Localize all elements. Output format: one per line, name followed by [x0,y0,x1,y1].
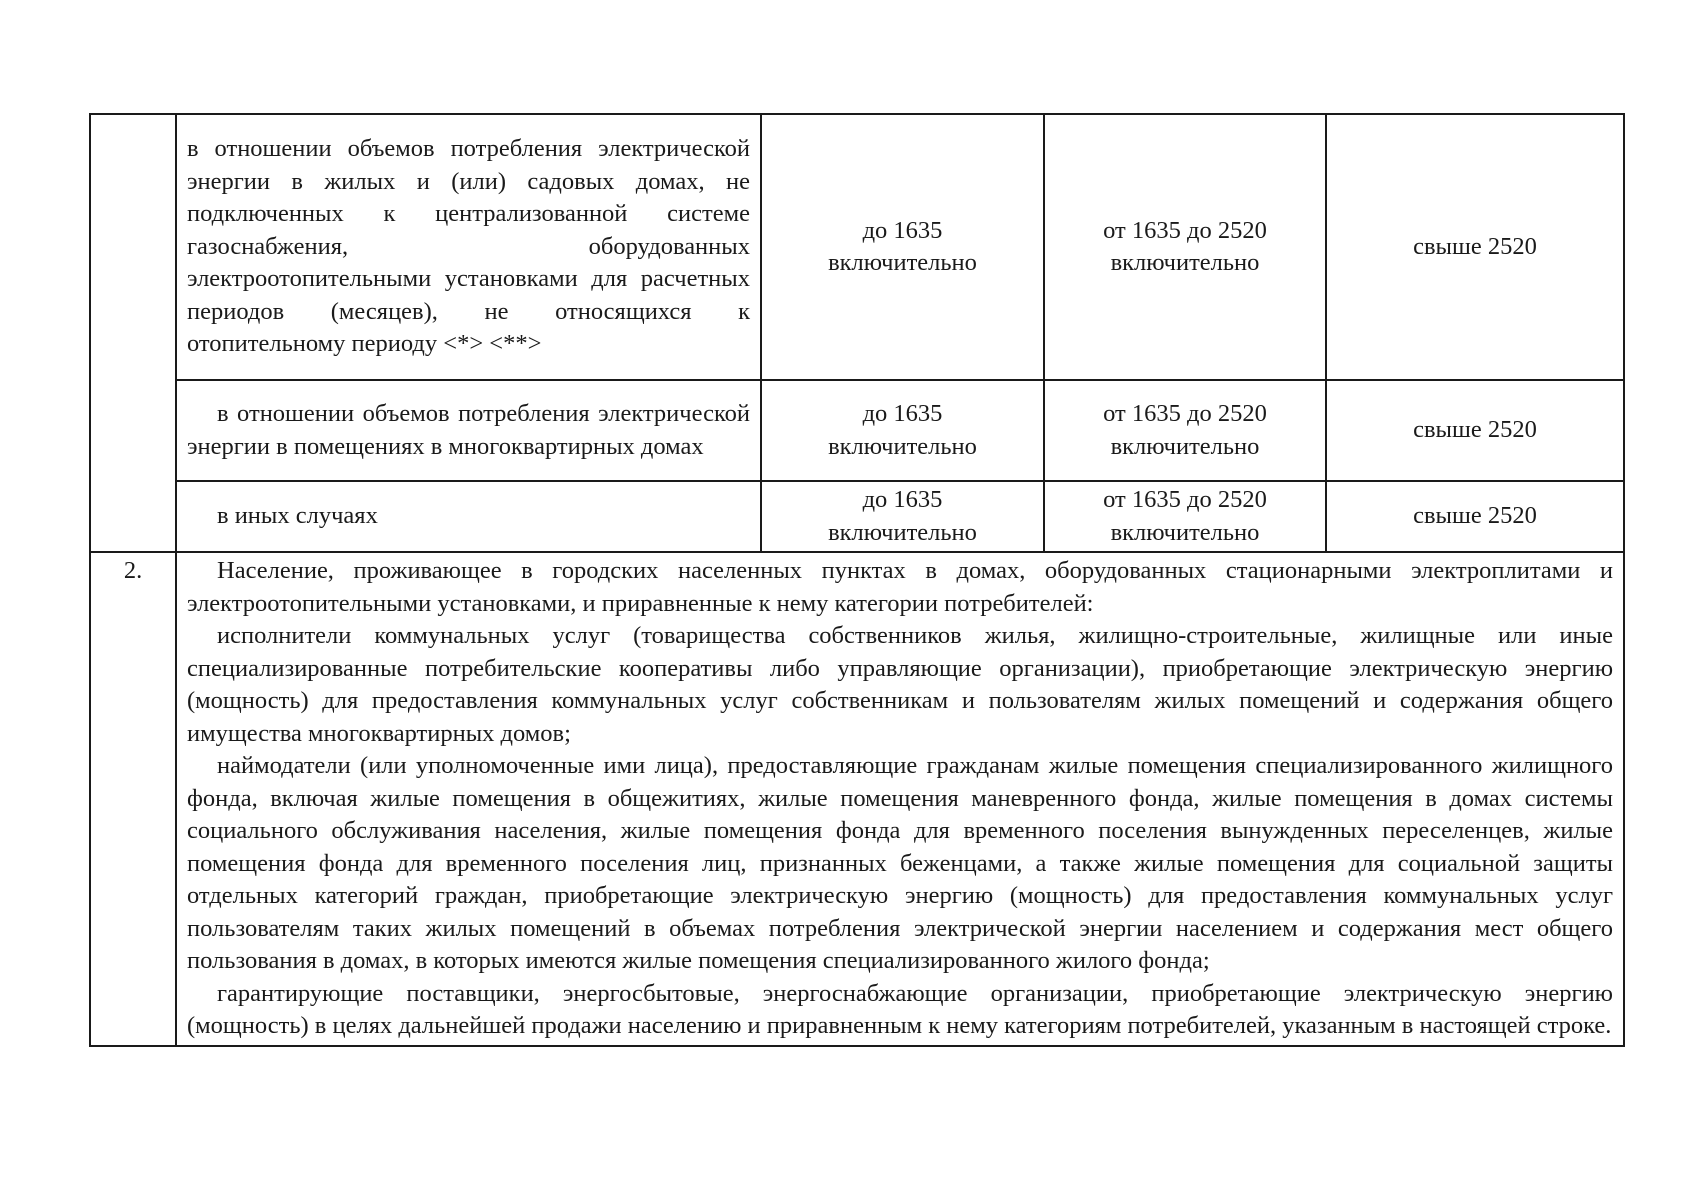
range-value: свыше 2520 [1413,502,1537,530]
range-qualifier: включительно [828,432,977,460]
range-cell-high [1326,114,1624,380]
range-cell-mid [1044,114,1326,380]
table-row [90,380,1624,481]
range-cell-low [761,380,1044,481]
range-cell-mid [1044,481,1326,552]
range-value: от 1635 до 2520 [1103,216,1267,244]
range-qualifier: включительно [828,249,977,276]
range-value: от 1635 до 2520 [1103,486,1267,513]
range-qualifier: включительно [1110,432,1260,460]
table-row [90,114,1624,380]
range-value: до 1635 [862,216,943,244]
range-cell-low [761,114,1044,380]
paragraph: наймодатели (или уполномоченные ими лица), предоставляющие гражданам жилые помещения специализированного жилищного фонда, включая жилые помещения в общежитиях, жилые помещения маневренного фонда, жилые помещения в домах системы социального обслуживания населения, жилые помещения фонда для временного поселения вынужденных переселенцев, жилые помещения фонда для временного поселения лиц, признанных беженцами, а также жилые помещения для социальной защиты отдельных категорий граждан, приобретающие электрическую энергию (мощность) для предоставления коммунальных услуг пользователям таких жилых помещений в объемах потребления электрической энергии населением и содержания мест общего пользования в домах, в которых имеются жилые помещения специализированного жилого фонда; [187,752,1613,974]
range-cell-low [761,481,1044,552]
range-value: до 1635 [862,400,943,427]
row-number-cell [90,114,176,552]
tariff-table [89,113,1625,1047]
paragraph: гарантирующие поставщики, энергосбытовые, энергоснабжающие организации, приобретающие электрическую энергию (мощность) в целях дальнейшей продажи населению и приравненным к нему категориям потребителей, указанным в настоящей строке. [187,979,1613,1039]
range-cell-mid [1044,380,1326,481]
range-value: до 1635 [862,486,943,513]
row-description: в отношении объемов потребления электрической энергии в помещениях в многоквартирных домах [176,380,761,481]
row-description: в иных случаях [176,481,761,552]
range-value: свыше 2520 [1413,232,1537,260]
row-number-cell: 2. [90,552,176,1046]
range-qualifier: включительно [1110,249,1260,276]
range-cell-high [1326,380,1624,481]
range-value: свыше 2520 [1413,416,1537,444]
paragraph: исполнители коммунальных услуг (товарищества собственников жилья, жилищно-строительные, жилищные или иные специализированные потребительские кооперативы либо управляющие организации), приобретающие электрическую энергию (мощность) для предоставления коммунальных услуг собственникам и пользователям жилых помещений и содержания общего имущества многоквартирных домов; [187,622,1613,747]
range-cell-high [1326,481,1624,552]
row-description-full [176,552,1624,1046]
range-qualifier: включительно [1110,518,1260,546]
table-row [90,481,1624,552]
range-qualifier: включительно [828,518,977,546]
range-value: от 1635 до 2520 [1103,400,1267,427]
table-row [90,552,1624,1046]
row-description: в отношении объемов потребления электрической энергии в жилых и (или) садовых домах, не подключенных к централизованной системе газоснабжения, оборудованных электроотопительными установками для расчетных периодов (месяцев), не относящихся к отопительному периоду <*> <**> [176,114,761,380]
paragraph: Население, проживающее в городских населенных пунктах в домах, оборудованных стационарными электроплитами и электроотопительными установками, и приравненные к нему категории потребителей: [187,557,1613,617]
